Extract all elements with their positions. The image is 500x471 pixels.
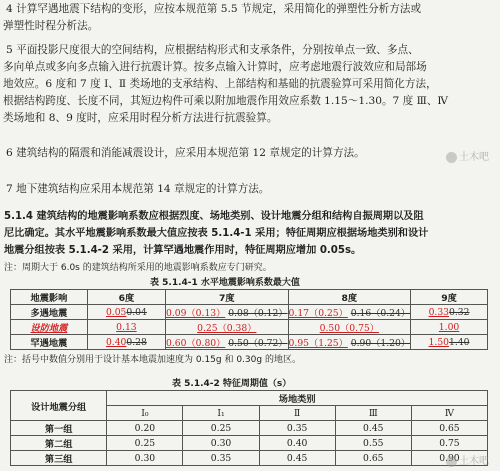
revised-value: 0.33 <box>428 306 450 318</box>
text-line: 弹塑性时程分析法。 <box>3 20 99 32</box>
watermark <box>446 148 489 163</box>
table1-caption: 表 5.1.4-1 水平地震影响系数最大值 <box>150 278 300 288</box>
table-row <box>11 451 488 466</box>
watermark-logo-icon <box>446 152 457 163</box>
site-header: 场地类别 <box>107 391 488 406</box>
text-line: 地效应。6 度和 7 度 Ⅰ、Ⅱ 类场地的支承结构、上部结构和基础的抗震验算可采用简化方法， <box>3 78 437 90</box>
watermark-text: 土木吧 <box>459 152 489 163</box>
struck-value: 0.08（0.12） <box>228 308 288 319</box>
paragraph-4 <box>0 1 500 35</box>
table-cell <box>288 335 411 350</box>
table-row <box>11 421 488 436</box>
struck-value: 1.40 <box>449 336 470 348</box>
table-cell <box>166 335 289 350</box>
revised-value: 0.25（0.38） <box>197 323 257 334</box>
text-line: 类场地和 8、9 度时，应采用时程分析方法进行抗震验算。 <box>3 112 278 124</box>
column-header: Ⅲ <box>335 406 411 421</box>
revised-value: 1.00 <box>438 321 460 333</box>
group-header: 设计地震分组 <box>11 391 107 421</box>
revised-value: 0.09（0.13） <box>166 308 226 319</box>
text-line: 4 计算罕遇地震下结构的变形，应按本规范第 5.5 节规定，采用简化的弹塑性分析方法或 <box>6 3 422 15</box>
table-cell: 0.20 <box>107 421 183 436</box>
table-cell <box>87 335 165 350</box>
table-row <box>11 320 488 335</box>
column-header: I₁ <box>183 406 259 421</box>
paragraph-6 <box>0 145 500 162</box>
table-cell <box>411 305 488 320</box>
revised-value: 0.60（0.80） <box>166 338 226 349</box>
paragraph-7 <box>0 181 500 198</box>
table-header-row <box>11 290 488 305</box>
watermark-text: 土木吧 <box>459 456 489 467</box>
row-label: 罕遇地震 <box>11 335 88 350</box>
column-header: I₀ <box>107 406 183 421</box>
header-cell: 地震影响 <box>11 290 88 305</box>
table-header-row <box>11 391 488 406</box>
section-line: 尼比确定。其水平地震影响系数最大值应按表 5.1.4-1 采用；特征周期应根据场地类别和设计 <box>4 228 429 239</box>
table-cell <box>87 305 165 320</box>
revised-value: 1.50 <box>428 336 450 348</box>
table-cell: 0.25 <box>107 436 183 451</box>
text-line: 5 平面投影尺度很大的空间结构，应根据结构形式和支承条件，分别按单点一致、多点、 <box>6 44 419 56</box>
table-cell: 0.25 <box>183 421 259 436</box>
revised-value: 0.05 <box>105 306 127 318</box>
table-cell <box>288 320 411 335</box>
revised-value: 0.17（0.25） <box>288 308 348 319</box>
table-cell: 0.35 <box>259 421 335 436</box>
struck-value: 0.28 <box>126 336 147 348</box>
revised-value: 0.13 <box>116 321 137 333</box>
struck-value: 0.50（0.72） <box>228 338 288 349</box>
table-cell: 0.90 <box>411 451 487 466</box>
header-cell: 9度 <box>411 290 488 305</box>
text-line: 7 地下建筑结构应采用本规范第 14 章规定的计算方法。 <box>6 183 270 195</box>
text-line: 多向单点或多向多点输入进行抗震计算。按多点输入计算时，应考虑地震行波效应和局部场 <box>3 61 427 73</box>
header-cell: 8度 <box>288 290 411 305</box>
section-note: 注：周期大于 6.0s 的建筑结构所采用的地震影响系数应专门研究。 <box>4 263 272 273</box>
table-cell <box>288 305 411 320</box>
table-cell <box>87 320 165 335</box>
table-cell: 0.55 <box>335 436 411 451</box>
table-cell: 0.45 <box>259 451 335 466</box>
table-row <box>11 305 488 320</box>
row-label: 第二组 <box>11 436 107 451</box>
column-header: Ⅳ <box>411 406 487 421</box>
text-line: 6 建筑结构的隔震和消能减震设计，应采用本规范第 12 章规定的计算方法。 <box>6 147 365 159</box>
revised-value: 0.40 <box>105 336 127 348</box>
struck-value: 0.04 <box>126 306 147 318</box>
revised-value: 0.95（1.25） <box>288 338 348 349</box>
header-cell: 7度 <box>166 290 289 305</box>
struck-value: 0.32 <box>449 306 470 318</box>
table-cell <box>166 305 289 320</box>
table-cell: 0.65 <box>335 451 411 466</box>
watermark-logo-icon <box>446 456 457 467</box>
table-cell <box>166 320 289 335</box>
row-label: 第三组 <box>11 451 107 466</box>
table-cell: 0.45 <box>335 421 411 436</box>
column-header: Ⅱ <box>259 406 335 421</box>
table-horizontal-seismic-coefficient <box>10 289 488 350</box>
table-cell: 0.75 <box>411 436 487 451</box>
table-row <box>11 436 488 451</box>
row-label: 多遇地震 <box>11 305 88 320</box>
table-cell: 0.30 <box>107 451 183 466</box>
section-5-1-4 <box>4 208 498 259</box>
table2-caption: 表 5.1.4-2 特征周期值（s） <box>172 379 292 389</box>
text-line: 根据结构跨度、长度不同，其短边构件可乘以附加地震作用效应系数 1.15～1.30。7 度 Ⅲ、Ⅳ <box>3 95 449 107</box>
table-cell <box>411 320 488 335</box>
struck-value: 0.16（0.24） <box>350 308 411 319</box>
table-cell: 0.40 <box>259 436 335 451</box>
table-cell: 0.65 <box>411 421 487 436</box>
paragraph-5 <box>0 42 500 127</box>
row-label: 第一组 <box>11 421 107 436</box>
section-line: 5.1.4 建筑结构的地震影响系数应根据烈度、场地类别、设计地震分组和结构自振周期以及阻 <box>4 211 424 222</box>
table-cell: 0.30 <box>183 436 259 451</box>
table1-note: 注：括号中数值分别用于设计基本地震加速度为 0.15g 和 0.30g 的地区。 <box>4 355 301 365</box>
section-line: 地震分组按表 5.1.4-2 采用，计算罕遇地震作用时，特征周期应增加 0.05s。 <box>4 245 362 256</box>
revised-value: 0.50（0.75） <box>319 323 379 334</box>
header-cell: 6度 <box>87 290 165 305</box>
table-characteristic-period <box>10 390 488 466</box>
watermark <box>446 452 489 467</box>
table-cell <box>411 335 488 350</box>
table-row <box>11 335 488 350</box>
row-label: 设防地震 <box>11 320 88 335</box>
table-cell: 0.35 <box>183 451 259 466</box>
struck-value: 0.90（1.20） <box>350 338 411 349</box>
